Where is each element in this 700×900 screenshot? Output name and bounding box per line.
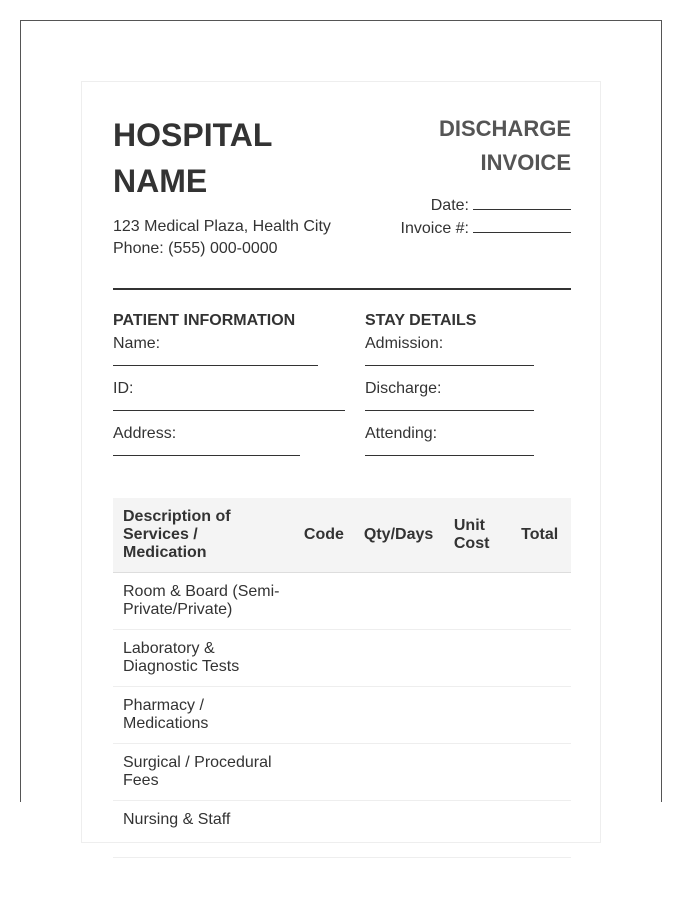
header-description: Description of Services / Medication (113, 498, 294, 573)
row-qty[interactable] (354, 630, 444, 687)
patient-name-line[interactable] (113, 353, 318, 366)
admission-label: Admission: (365, 335, 444, 352)
table-row (113, 744, 571, 801)
date-label: Date: (430, 197, 469, 214)
row-description: Nursing & Staff (113, 801, 294, 858)
row-code[interactable] (294, 687, 354, 744)
patient-information-section (113, 312, 353, 470)
table-row (113, 801, 571, 858)
document-frame (20, 20, 662, 828)
document-title-line-1: DISCHARGE (438, 116, 571, 141)
patient-id-label: ID: (113, 380, 134, 397)
row-unit-cost[interactable] (444, 573, 511, 630)
header-total: Total (511, 498, 571, 573)
document-title-line-2: INVOICE (480, 150, 571, 175)
row-description: Room & Board (Semi-Private/Private) (113, 573, 294, 630)
row-qty[interactable] (354, 801, 444, 858)
row-total[interactable] (511, 801, 571, 858)
patient-address-label: Address: (113, 425, 177, 442)
row-total[interactable] (511, 573, 571, 630)
invoice-meta (401, 194, 571, 240)
patient-id-line[interactable] (113, 398, 345, 411)
hospital-name (113, 112, 272, 204)
attending-label: Attending: (365, 425, 438, 442)
header-code: Code (294, 498, 354, 573)
header-divider (113, 288, 571, 290)
row-unit-cost[interactable] (444, 801, 511, 858)
invoice-number-blank-line[interactable] (473, 217, 571, 233)
row-total[interactable] (511, 687, 571, 744)
row-code[interactable] (294, 630, 354, 687)
row-description: Pharmacy / Medications (113, 687, 294, 744)
hospital-phone: Phone: (555) 000-0000 (113, 240, 278, 257)
patient-information-title: PATIENT INFORMATION (113, 312, 296, 329)
row-qty[interactable] (354, 744, 444, 801)
discharge-line[interactable] (365, 398, 534, 411)
hospital-name-line-2: NAME (113, 163, 208, 199)
document-title (439, 112, 571, 180)
date-blank-line[interactable] (473, 194, 571, 210)
header-unit-cost: Unit Cost (444, 498, 511, 573)
hospital-address: 123 Medical Plaza, Health City (113, 218, 331, 235)
row-qty[interactable] (354, 687, 444, 744)
row-unit-cost[interactable] (444, 744, 511, 801)
row-unit-cost[interactable] (444, 630, 511, 687)
row-description: Surgical / Procedural Fees (113, 744, 294, 801)
stay-details-section (365, 312, 571, 470)
invoice-page (81, 81, 601, 843)
services-table-header (113, 498, 571, 573)
date-row (401, 194, 571, 217)
admission-line[interactable] (365, 353, 534, 366)
invoice-number-label: Invoice #: (400, 220, 469, 237)
row-total[interactable] (511, 630, 571, 687)
row-code[interactable] (294, 573, 354, 630)
row-total[interactable] (511, 744, 571, 801)
attending-line[interactable] (365, 443, 534, 456)
table-row (113, 573, 571, 630)
hospital-name-line-1: HOSPITAL (113, 117, 273, 153)
stay-details-title: STAY DETAILS (365, 312, 477, 329)
row-code[interactable] (294, 744, 354, 801)
row-description: Laboratory & Diagnostic Tests (113, 630, 294, 687)
services-table (113, 498, 571, 858)
row-code[interactable] (294, 801, 354, 858)
discharge-label: Discharge: (365, 380, 442, 397)
table-row (113, 630, 571, 687)
table-row (113, 687, 571, 744)
header-qty-days: Qty/Days (354, 498, 444, 573)
invoice-number-row (401, 217, 571, 240)
patient-address-line[interactable] (113, 443, 300, 456)
hospital-contact (113, 216, 331, 260)
row-qty[interactable] (354, 573, 444, 630)
row-unit-cost[interactable] (444, 687, 511, 744)
patient-name-label: Name: (113, 335, 161, 352)
